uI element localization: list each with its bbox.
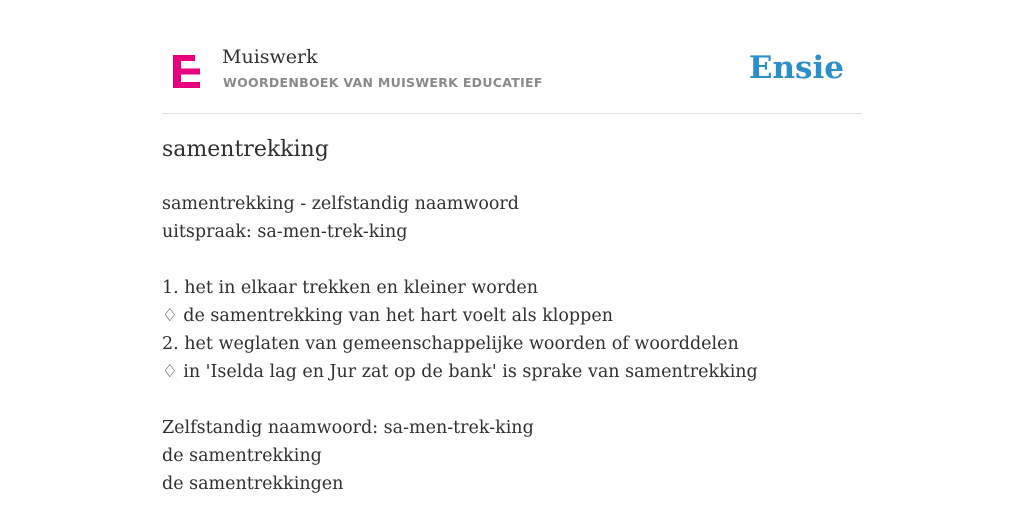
entry-line-blank — [162, 386, 758, 414]
entry-line: ♢ in 'Iselda lag en Jur zat op de bank' is sprake van samentrekking — [162, 362, 758, 382]
source-subtitle: WOORDENBOEK VAN MUISWERK EDUCATIEF — [223, 75, 543, 90]
muiswerk-e-logo-icon[interactable] — [173, 55, 200, 88]
entry-title: samentrekking — [162, 137, 329, 162]
entry-line: 1. het in elkaar trekken en kleiner worden — [162, 278, 539, 298]
entry-line: Zelfstandig naamwoord: sa-men-trek-king — [162, 418, 534, 438]
entry-body — [162, 190, 758, 498]
entry-line: ♢ de samentrekking van het hart voelt als kloppen — [162, 306, 613, 326]
entry-line-blank — [162, 246, 758, 274]
entry-line: uitspraak: sa-men-trek-king — [162, 222, 408, 242]
ensie-logo[interactable]: Ensie — [748, 50, 844, 86]
entry-line: samentrekking - zelfstandig naamwoord — [162, 194, 519, 214]
entry-line: de samentrekking — [162, 446, 322, 466]
entry-line: 2. het weglaten van gemeenschappelijke woorden of woorddelen — [162, 334, 739, 354]
source-title[interactable]: Muiswerk — [222, 46, 318, 68]
entry-line: de samentrekkingen — [162, 474, 344, 494]
source-header — [162, 40, 862, 114]
